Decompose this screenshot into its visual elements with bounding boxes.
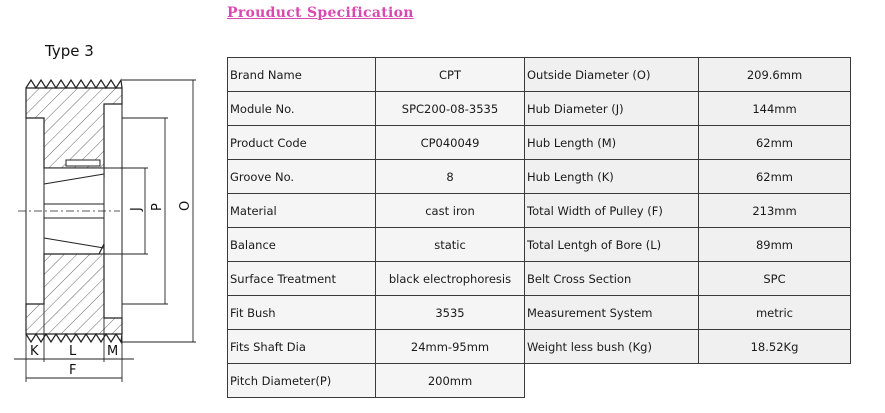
spec-value: cast iron bbox=[376, 194, 525, 228]
spec-label: Total Width of Pulley (F) bbox=[525, 194, 699, 228]
spec-value: 144mm bbox=[699, 92, 851, 126]
spec-label: Fits Shaft Dia bbox=[228, 330, 376, 364]
spec-value: 213mm bbox=[699, 194, 851, 228]
spec-label: Balance bbox=[228, 228, 376, 262]
spec-label: Total Lentgh of Bore (L) bbox=[525, 228, 699, 262]
spec-row bbox=[228, 330, 851, 364]
spec-value: SPC200-08-3535 bbox=[376, 92, 525, 126]
spec-empty-cell bbox=[525, 364, 851, 398]
spec-label: Fit Bush bbox=[228, 296, 376, 330]
specification-table bbox=[227, 57, 851, 398]
spec-value: static bbox=[376, 228, 525, 262]
spec-label: Product Code bbox=[228, 126, 376, 160]
pulley-drawing bbox=[0, 0, 225, 413]
dim-label-f: F bbox=[69, 363, 77, 378]
spec-label: Outside Diameter (O) bbox=[525, 58, 699, 92]
dim-label-p: P bbox=[150, 203, 165, 211]
spec-row bbox=[228, 228, 851, 262]
spec-value: metric bbox=[699, 296, 851, 330]
specification-heading: Prouduct Specification bbox=[227, 5, 414, 21]
spec-value: SPC bbox=[699, 262, 851, 296]
spec-label: Material bbox=[228, 194, 376, 228]
spec-label: Groove No. bbox=[228, 160, 376, 194]
spec-row bbox=[228, 364, 851, 398]
spec-value: 8 bbox=[376, 160, 525, 194]
dim-label-j: J bbox=[129, 207, 144, 211]
spec-label: Hub Length (K) bbox=[525, 160, 699, 194]
spec-value: 200mm bbox=[376, 364, 525, 398]
spec-value: CPT bbox=[376, 58, 525, 92]
pulley-bore bbox=[18, 168, 120, 254]
spec-label: Weight less bush (Kg) bbox=[525, 330, 699, 364]
spec-value: 62mm bbox=[699, 160, 851, 194]
spec-rows bbox=[228, 58, 851, 398]
spec-value: 18.52Kg bbox=[699, 330, 851, 364]
spec-label: Belt Cross Section bbox=[525, 262, 699, 296]
spec-label: Hub Length (M) bbox=[525, 126, 699, 160]
spec-value: 209.6mm bbox=[699, 58, 851, 92]
spec-row bbox=[228, 160, 851, 194]
spec-label: Brand Name bbox=[228, 58, 376, 92]
spec-value: 24mm-95mm bbox=[376, 330, 525, 364]
spec-row bbox=[228, 194, 851, 228]
spec-value: 89mm bbox=[699, 228, 851, 262]
spec-value: 62mm bbox=[699, 126, 851, 160]
spec-row bbox=[228, 126, 851, 160]
spec-label: Pitch Diameter(P) bbox=[228, 364, 376, 398]
spec-row bbox=[228, 296, 851, 330]
pulley-lower-section bbox=[26, 244, 122, 342]
spec-row bbox=[228, 58, 851, 92]
spec-value: 3535 bbox=[376, 296, 525, 330]
spec-value: black electrophoresis bbox=[376, 262, 525, 296]
spec-value: CP040049 bbox=[376, 126, 525, 160]
spec-row bbox=[228, 92, 851, 126]
dim-label-l: L bbox=[69, 344, 77, 359]
dim-label-o: O bbox=[178, 200, 193, 211]
spec-label: Module No. bbox=[228, 92, 376, 126]
spec-label: Hub Diameter (J) bbox=[525, 92, 699, 126]
type-label: Type 3 bbox=[45, 42, 94, 60]
pulley-upper-section bbox=[26, 80, 122, 178]
dim-label-m: M bbox=[107, 344, 119, 359]
spec-label: Surface Treatment bbox=[228, 262, 376, 296]
spec-label: Measurement System bbox=[525, 296, 699, 330]
dim-label-k: K bbox=[30, 344, 39, 359]
spec-row bbox=[228, 262, 851, 296]
